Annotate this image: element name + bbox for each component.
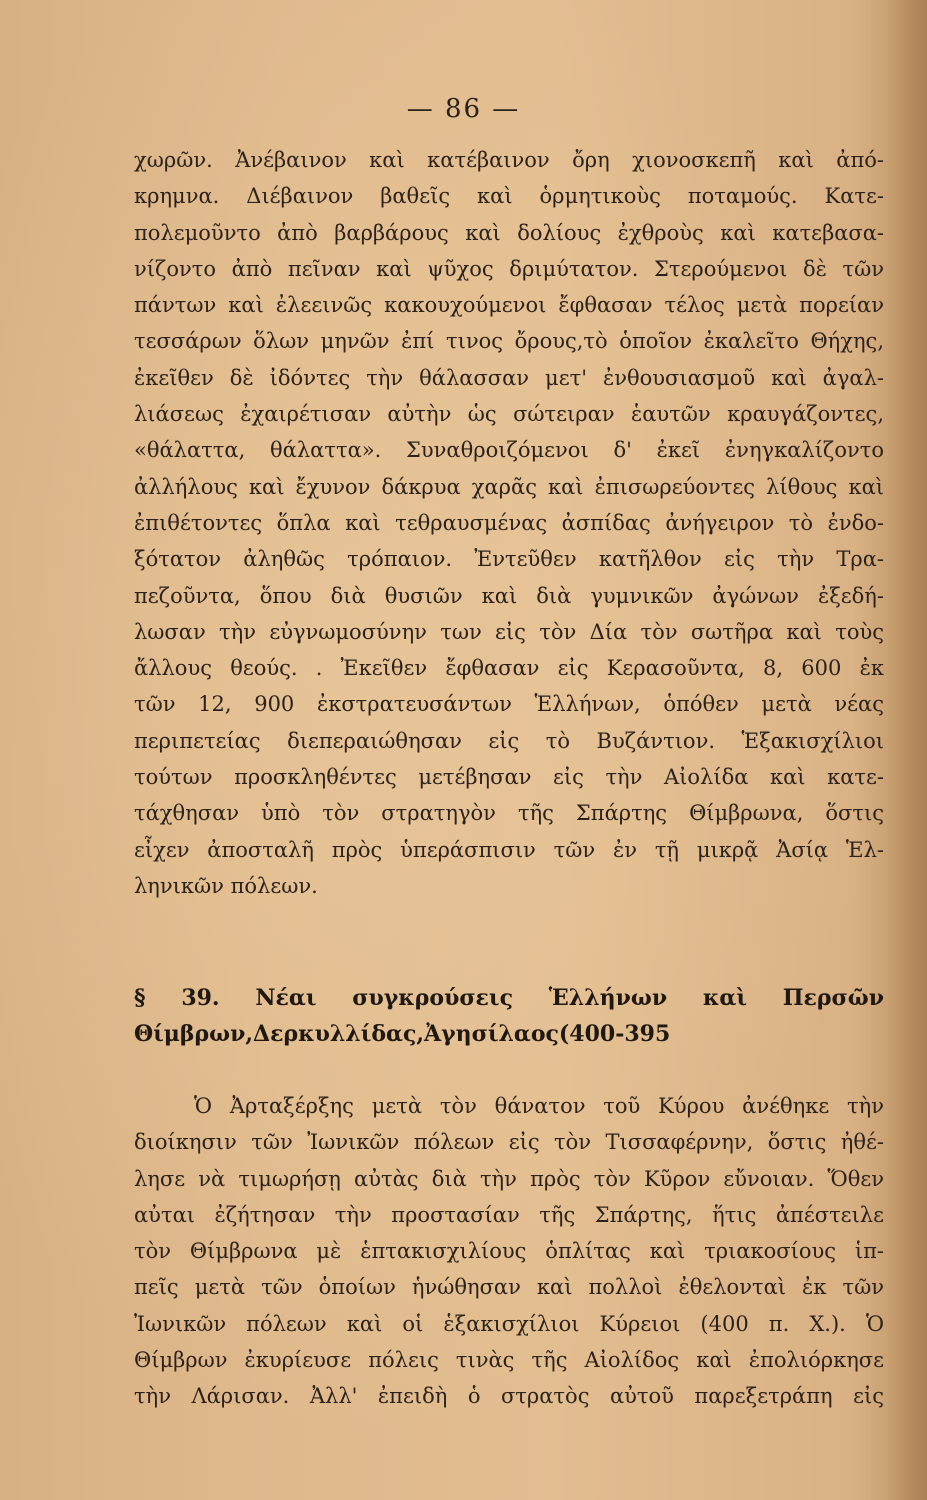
heading-line: § 39. Νέαι συγκρούσεις Ἑλλήνων καὶ Περσῶν [134, 985, 884, 1011]
page-edge-shadow [887, 0, 927, 1500]
text-line: κρημνα. Διέβαινον βαθεῖς καὶ ὁρμητικοὺς ποταμούς. Κατε- [134, 184, 884, 209]
text-line: εἶχεν ἀποσταλῆ πρὸς ὑπεράσπισιν τῶν ἐν τῇ μικρᾷ Ἀσίᾳ Ἑλ- [134, 837, 884, 862]
text-line: λωσαν τὴν εὐγνωμοσύνην των εἰς τὸν Δία τὸν σωτῆρα καὶ τοὺς [134, 619, 884, 644]
text-line: ἐπιθέτοντες ὅπλα καὶ τεθραυσμένας ἀσπίδας ἀνήγειρον τὸ ἐνδο- [134, 510, 884, 535]
text-line: πεῖς μετὰ τῶν ὁποίων ἡνώθησαν καὶ πολλοὶ ἐθελονταὶ ἐκ τῶν [134, 1275, 884, 1300]
text-line: διοίκησιν τῶν Ἰωνικῶν πόλεων εἰς τὸν Τισσαφέρνην, ὅστις ἠθέ- [134, 1130, 884, 1155]
text-line: λιάσεως ἐχαιρέτισαν αὐτὴν ὡς σώτειραν ἑαυτῶν κραυγάζοντες, [134, 402, 884, 427]
page-number: — 86 — [406, 94, 521, 124]
text-line: ληνικῶν πόλεων. [134, 873, 318, 898]
paragraph-xenophon-march [134, 142, 884, 904]
paragraph-artaxerxes [134, 1088, 884, 1415]
text-line: πάντων καὶ ἐλεεινῶς κακουχούμενοι ἔφθασαν τέλος μετὰ πορείαν [134, 293, 884, 318]
text-line: τὴν Λάρισαν. Ἀλλ' ἐπειδὴ ὁ στρατὸς αὐτοῦ παρεξετράπη εἰς [134, 1384, 884, 1409]
text-line: τούτων προσκληθέντες μετέβησαν εἰς τὴν Αἰολίδα καὶ κατε- [134, 765, 884, 790]
heading-line: Θίμβρων,Δερκυλλίδας,Ἀγησίλαος(400-395 [134, 1021, 671, 1047]
text-line: τῶν 12, 900 ἐκστρατευσάντων Ἑλλήνων, ὁπόθεν μετὰ νέας [134, 692, 884, 717]
text-line: αὐται ἐζήτησαν τὴν προστασίαν τῆς Σπάρτης, ἥτις ἀπέστειλε [134, 1202, 884, 1227]
section-heading-39 [134, 980, 884, 1052]
text-line: τὸν Θίμβρωνα μὲ ἑπτακισχιλίους ὁπλίτας καὶ τριακοσίους ἱπ- [134, 1239, 884, 1264]
text-line: λησε νὰ τιμωρήσῃ αὐτὰς διὰ τὴν πρὸς τὸν Κῦρον εὔνοιαν. Ὅθεν [134, 1166, 884, 1191]
text-line: ἄλλους θεούς. . Ἐκεῖθεν ἔφθασαν εἰς Κερασοῦντα, 8, 600 ἐκ [134, 656, 884, 681]
text-line: ξότατον ἀληθῶς τρόπαιον. Ἐντεῦθεν κατῆλθον εἰς τὴν Τρα- [134, 547, 884, 572]
text-line: πεζοῦντα, ὅπου διὰ θυσιῶν καὶ διὰ γυμνικῶν ἀγώνων ἐξεδή- [134, 583, 884, 608]
text-line: ἐκεῖθεν δὲ ἰδόντες τὴν θάλασσαν μετ' ἐνθουσιασμοῦ καὶ ἀγαλ- [134, 365, 884, 390]
text-line: Ἰωνικῶν πόλεων καὶ οἱ ἑξακισχίλιοι Κύρειοι (400 π. Χ.). Ὁ [134, 1311, 884, 1336]
text-line: Θίμβρων ἐκυρίευσε πόλεις τινὰς τῆς Αἰολίδος καὶ ἐπολιόρκησε [134, 1348, 884, 1373]
text-line: νίζοντο ἀπὸ πεῖναν καὶ ψῦχος δριμύτατον. Στερούμενοι δὲ τῶν [134, 256, 884, 281]
text-line: Ὁ Ἀρταξέρξης μετὰ τὸν θάνατον τοῦ Κύρου ἀνέθηκε τὴν [194, 1094, 884, 1118]
text-line: χωρῶν. Ἀνέβαινον καὶ κατέβαινον ὄρη χιονοσκεπῆ καὶ ἀπό- [134, 148, 884, 172]
text-line: περιπετείας διεπεραιώθησαν εἰς τὸ Βυζάντιον. Ἑξακισχίλιοι [134, 728, 884, 753]
text-line: τεσσάρων ὅλων μηνῶν ἐπί τινος ὄρους,τὸ ὁποῖον ἐκαλεῖτο Θήχης, [134, 329, 884, 354]
text-line: ἀλλήλους καὶ ἔχυνον δάκρυα χαρᾶς καὶ ἐπισωρεύοντες λίθους καὶ [134, 474, 884, 499]
text-line: τάχθησαν ὑπὸ τὸν στρατηγὸν τῆς Σπάρτης Θίμβρωνα, ὅστις [134, 801, 884, 826]
text-line: πολεμοῦντο ἀπὸ βαρβάρους καὶ δολίους ἐχθροὺς καὶ κατεβασα- [134, 220, 884, 245]
text-line: «θάλαττα, θάλαττα». Συναθροιζόμενοι δ' ἐκεῖ ἐνηγκαλίζοντο [134, 438, 884, 463]
